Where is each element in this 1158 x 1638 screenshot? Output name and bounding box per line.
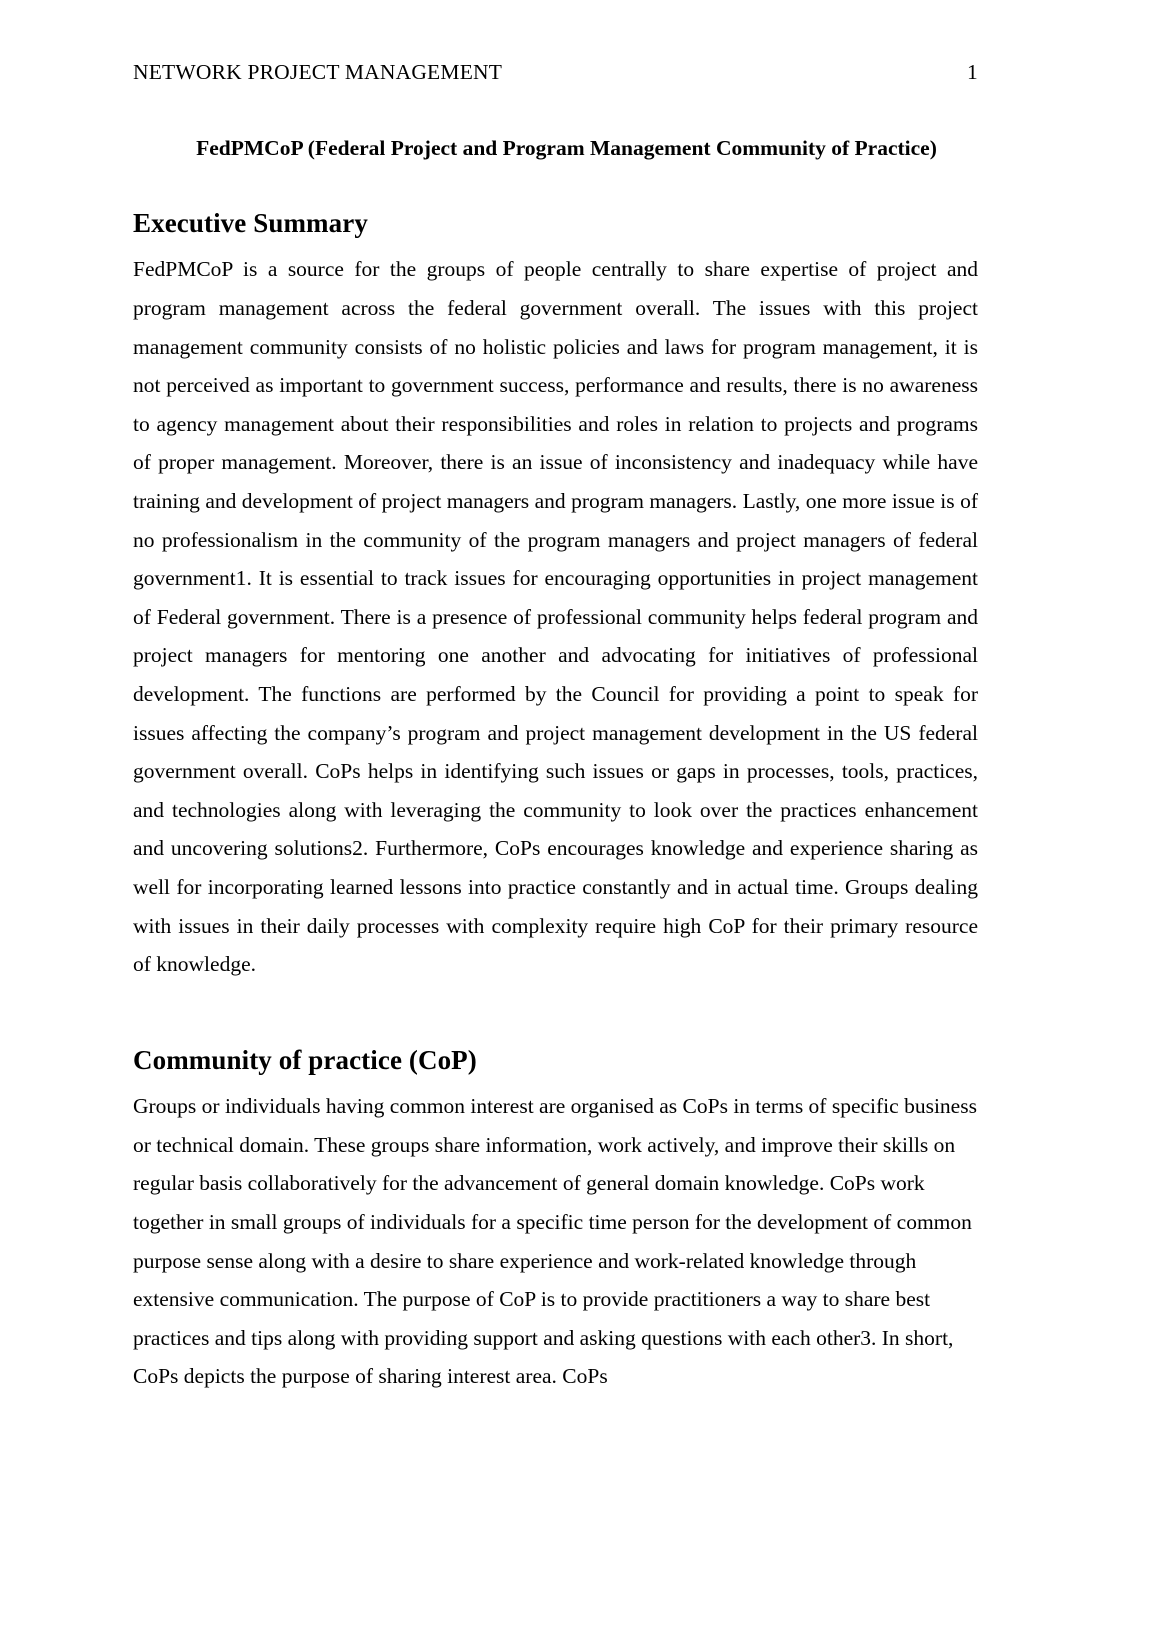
paragraph-community-of-practice: Groups or individuals having common interest are organised as CoPs in terms of specific business or technical domain. These groups share information, work actively, and improve their skills on regular basis collaboratively for the advancement of general domain knowledge. CoPs work together in small groups of individuals for a specific time person for the development of common purpose sense along with a desire to share experience and work-related knowledge through extensive communication. The purpose of CoP is to provide practitioners a way to share best practices and tips along with providing support and asking questions with each other3. In short, CoPs depicts the purpose of sharing interest area. CoPs <box>133 1094 977 1389</box>
section-heading-executive-summary: Executive Summary <box>133 208 368 238</box>
document-body <box>133 205 978 1396</box>
spacer <box>133 984 978 1042</box>
running-head-title: NETWORK PROJECT MANAGEMENT <box>133 60 503 84</box>
section-heading-community-of-practice: Community of practice (CoP) <box>133 1044 477 1075</box>
running-head <box>133 60 978 86</box>
document-title: FedPMCoP (Federal Project and Program Management Community of Practice) <box>196 136 937 160</box>
paragraph-executive-summary: FedPMCoP is a source for the groups of people centrally to share expertise of project and program management across the federal government overall. The issues with this project management community consists of no holistic policies and laws for program management, it is not perceived as important to government success, performance and results, there is no awareness to agency management about their responsibilities and roles in relation to projects and programs of proper management. Moreover, there is an issue of inconsistency and inadequacy while have training and development of project managers and program managers. Lastly, one more issue is of no professionalism in the community of the program managers and project managers of federal government1. It is essential to track issues for encouraging opportunities in project management of Federal government. There is a presence of professional community helps federal program and project managers for mentoring one another and advocating for initiatives of professional development. The functions are performed by the Council for providing a point to speak for issues affecting the company’s program and project management development in the US federal government overall. CoPs helps in identifying such issues or gaps in processes, tools, practices, and technologies along with leveraging the community to look over the practices enhancement and uncovering solutions2. Furthermore, CoPs encourages knowledge and experience sharing as well for incorporating learned lessons into practice constantly and in actual time. Groups dealing with issues in their daily processes with complexity require high CoP for their primary resource of knowledge. <box>133 257 978 977</box>
page-number: 1 <box>967 60 978 84</box>
spacer <box>133 1078 978 1087</box>
spacer <box>133 241 978 250</box>
